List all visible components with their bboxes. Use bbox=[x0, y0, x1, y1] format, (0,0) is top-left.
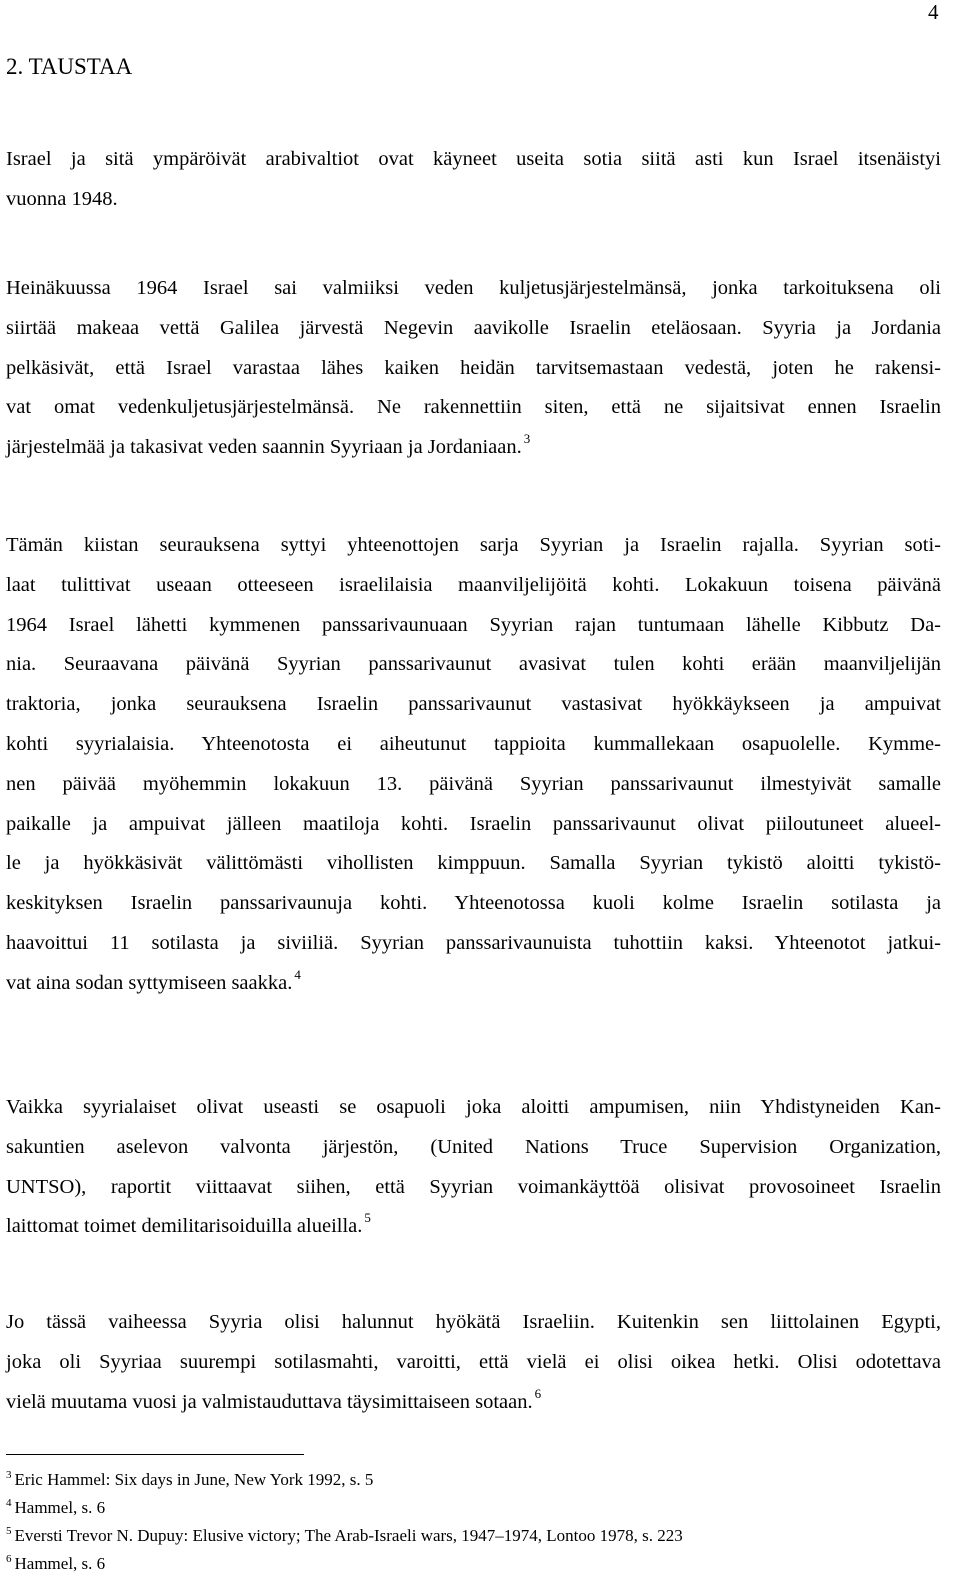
footnotes bbox=[6, 1467, 683, 1579]
section-heading: 2. TAUSTAA bbox=[6, 54, 133, 79]
text-line: le ja hyökkäsivät välittömästi vihollisten kimppuun. Samalla Syyrian tykistö aloitti tykistö- bbox=[6, 852, 941, 875]
footnote-ref: 6 bbox=[534, 1385, 542, 1401]
line-text: laittomat toimet demilitarisoiduilla alueilla. bbox=[6, 1215, 363, 1238]
text-line: Jo tässä vaiheessa Syyria olisi halunnut hyökätä Israeliin. Kuitenkin sen liittolainen Egypti, bbox=[6, 1311, 941, 1333]
text-line: 1964 Israel lähetti kymmenen panssarivaunuaan Syyrian rajan tuntumaan lähelle Kibbutz Da- bbox=[6, 613, 941, 636]
footnote-ref: 3 bbox=[523, 431, 531, 447]
text-line: UNTSO), raportit viittaavat siihen, että Syyrian voimankäyttöä olisivat provosoineet Israelin bbox=[6, 1175, 941, 1198]
text-line: joka oli Syyriaa suurempi sotilasmahti, varoitti, että vielä ei olisi oikea hetki. Olisi odotettava bbox=[6, 1350, 941, 1373]
text-line: Vaikka syyrialaiset olivat useasti se osapuoli joka aloitti ampumisen, niin Yhdistyneiden Kan- bbox=[6, 1096, 941, 1118]
footnote-ref: 5 bbox=[364, 1210, 371, 1226]
paragraph bbox=[6, 526, 941, 1004]
footnote-text: Eversti Trevor N. Dupuy: Elusive victory; The Arab-Israeli wars, 1947–1974, Lontoo 1978, s. 223 bbox=[14, 1526, 683, 1545]
text-line: sakuntien aselevon valvonta järjestön, (United Nations Truce Supervision Organization, bbox=[6, 1135, 941, 1158]
text-line: nen päivää myöhemmin lokakuun 13. päivänä Syyrian panssarivaunut ilmestyivät samalle bbox=[6, 772, 941, 795]
text-line bbox=[6, 964, 941, 1004]
footnote-number: 5 bbox=[6, 1525, 12, 1537]
text-line: kohti syyrialaisia. Yhteenotosta ei aiheutunut tappioita kummallekaan osapuolelle. Kymme- bbox=[6, 732, 941, 755]
text-line: traktoria, jonka seurauksena Israelin panssarivaunut vastasivat hyökkäykseen ja ampuivat bbox=[6, 693, 941, 716]
paragraph bbox=[6, 269, 941, 468]
footnote-number: 3 bbox=[6, 1469, 12, 1481]
footnote bbox=[6, 1495, 683, 1523]
footnote-number: 4 bbox=[6, 1497, 12, 1509]
paragraph bbox=[6, 1303, 941, 1422]
text-line: pelkäsivät, että Israel varastaa lähes kaiken heidän tarvitsemastaan vedestä, joten he rakensi- bbox=[6, 356, 941, 379]
text-line bbox=[6, 1383, 941, 1423]
line-text: vat aina sodan syttymiseen saakka. bbox=[6, 971, 293, 994]
footnote bbox=[6, 1551, 683, 1579]
footnote-text: Eric Hammel: Six days in June, New York 1992, s. 5 bbox=[14, 1470, 374, 1489]
footnote-ref: 4 bbox=[294, 966, 301, 982]
text-line: paikalle ja ampuivat jälleen maatiloja kohti. Israelin panssarivaunut olivat piiloutuneet alueel- bbox=[6, 812, 941, 835]
text-line: laat tulittivat useaan otteeseen israelilaisia maanviljelijöitä kohti. Lokakuun toisena päivänä bbox=[6, 573, 941, 596]
page-number: 4 bbox=[928, 0, 939, 24]
text-line: Heinäkuussa 1964 Israel sai valmiiksi veden kuljetusjärjestelmänsä, jonka tarkoituksena oli bbox=[6, 277, 941, 299]
text-line: Israel ja sitä ympäröivät arabivaltiot ovat käyneet useita sotia siitä asti kun Israel itsenäistyi bbox=[6, 148, 941, 170]
text-line: keskityksen Israelin panssarivaunuja kohti. Yhteenotossa kuoli kolme Israelin sotilasta ja bbox=[6, 892, 941, 915]
footnote-divider bbox=[6, 1454, 304, 1455]
paragraph bbox=[6, 140, 941, 220]
footnote-text: Hammel, s. 6 bbox=[14, 1554, 106, 1573]
text-line: Tämän kiistan seurauksena syttyi yhteenottojen sarja Syyrian ja Israelin rajalla. Syyrian soti- bbox=[6, 534, 941, 556]
footnote bbox=[6, 1467, 683, 1495]
line-text: järjestelmää ja takasivat veden saannin Syyriaan ja Jordaniaan. bbox=[6, 436, 522, 459]
footnote-number: 6 bbox=[6, 1553, 12, 1565]
paragraph bbox=[6, 1088, 941, 1247]
footnote bbox=[6, 1523, 683, 1551]
text-line: vat omat vedenkuljetusjärjestelmänsä. Ne rakennettiin siten, että ne sijaitsivat ennen Israelin bbox=[6, 396, 941, 419]
text-line: siirtää makeaa vettä Galilea järvestä Negevin aavikolle Israelin eteläosaan. Syyria ja Jordania bbox=[6, 316, 941, 339]
text-line bbox=[6, 1207, 941, 1247]
text-line: nia. Seuraavana päivänä Syyrian panssarivaunut avasivat tulen kohti erään maanviljelijän bbox=[6, 653, 941, 676]
text-line: haavoittui 11 sotilasta ja siviiliä. Syyrian panssarivaunuista tuhottiin kaksi. Yhteenotot jatkui- bbox=[6, 931, 941, 954]
line-text: vielä muutama vuosi ja valmistauduttava täysimittaiseen sotaan. bbox=[6, 1390, 533, 1413]
footnote-text: Hammel, s. 6 bbox=[14, 1498, 106, 1517]
text-line: vuonna 1948. bbox=[6, 187, 118, 210]
text-line bbox=[6, 428, 941, 468]
